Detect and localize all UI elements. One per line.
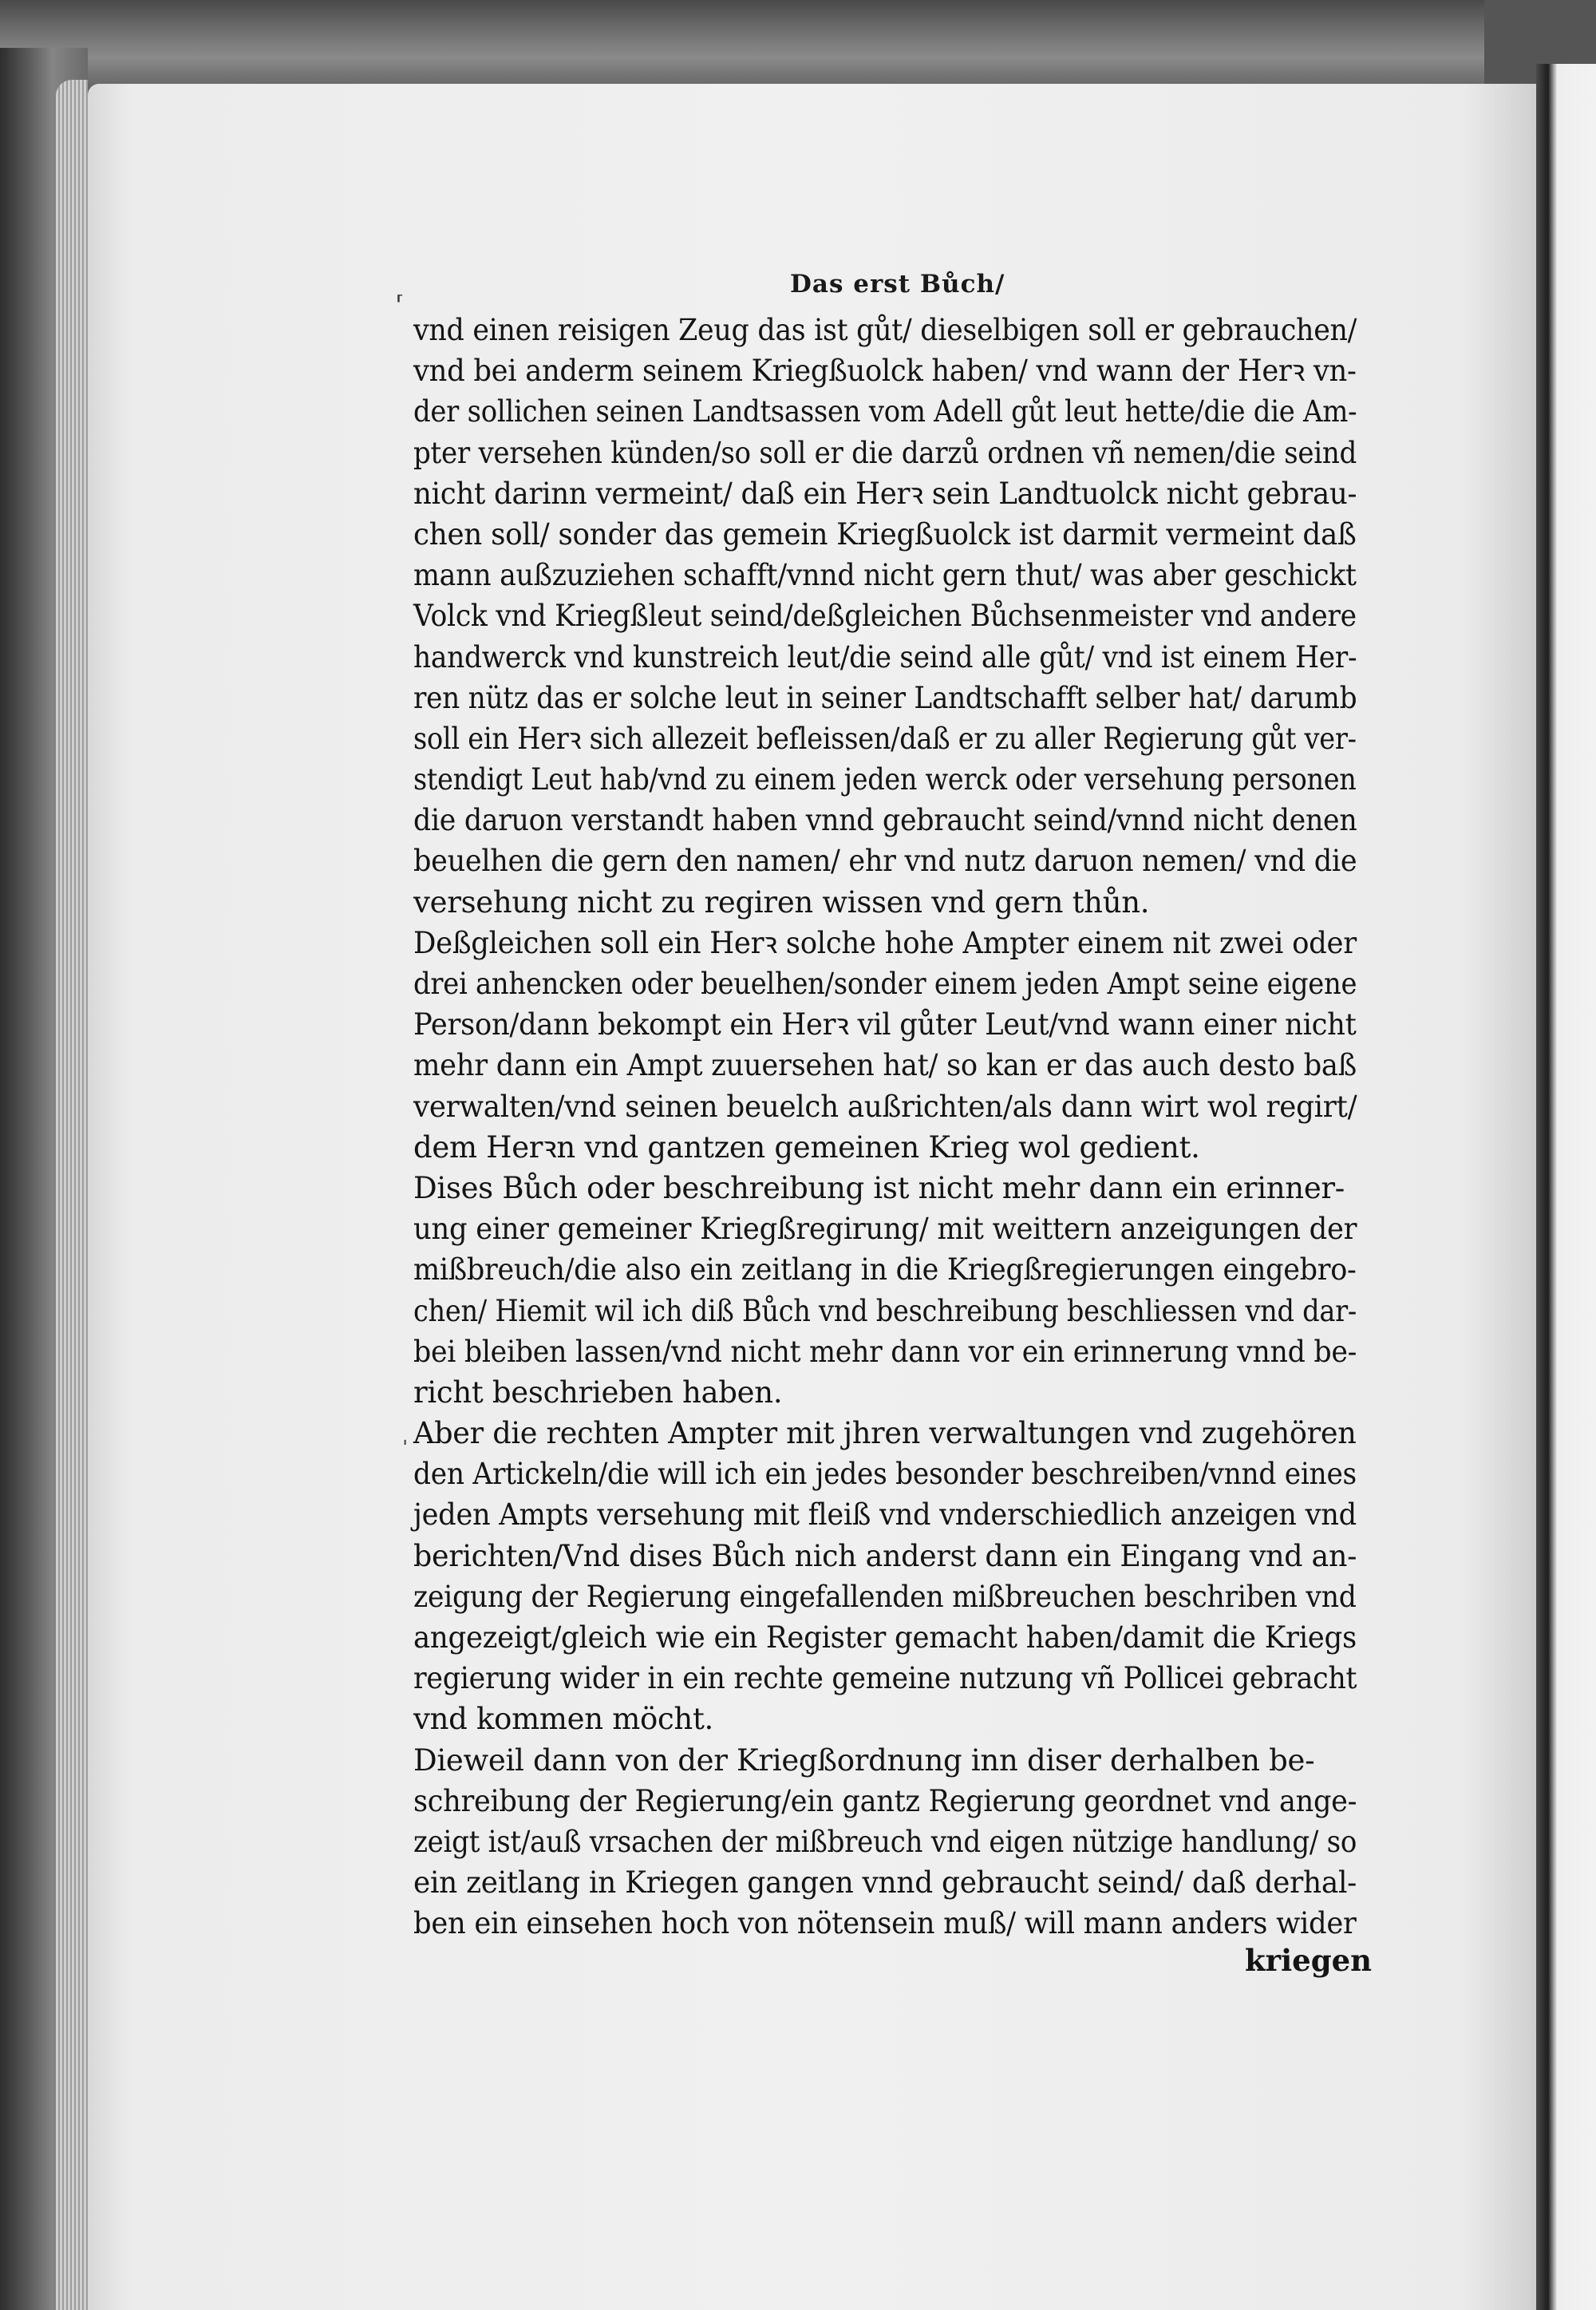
text-line: vnd einen reisigen Zeug das ist gůt/ dieselbigen soll er gebrauchen/ [413, 313, 1357, 347]
text-line: versehung nicht zu regiren wissen vnd gern thůn. [413, 884, 1150, 920]
text-line: ein zeitlang in Kriegen gangen vnnd gebraucht seind/ daß derhal- [413, 1865, 1357, 1901]
body-text [413, 310, 1357, 1944]
text-line: ren nütz das er solche leut in seiner Landtschafft selber hat/ darumb [413, 680, 1357, 715]
text-line: mehr dann ein Ampt zuuersehen hat/ so kan er das auch desto baß [413, 1048, 1357, 1083]
text-line: die daruon verstandt haben vnnd gebraucht seind/vnnd nicht denen [413, 803, 1357, 838]
text-line: nicht darinn vermeint/ daß ein Herꝛ sein Landtuolck nicht gebrau- [413, 476, 1357, 511]
text-line: handwerck vnd kunstreich leut/die seind alle gůt/ vnd ist einem Her- [413, 639, 1357, 674]
text-line: ung einer gemeiner Kriegßregirung/ mit weittern anzeigungen der [413, 1212, 1357, 1247]
text-line: mann außzuziehen schafft/vnnd nicht gern thut/ was aber geschickt [413, 558, 1357, 593]
text-line: schreibung der Regierung/ein gantz Regierung geordnet vnd ange- [413, 1783, 1357, 1818]
catchword: kriegen [1245, 1943, 1373, 1978]
text-line: Volck vnd Kriegßleut seind/deßgleichen Bůchsenmeister vnd andere [413, 599, 1357, 634]
text-line: beuelhen die gern den namen/ ehr vnd nutz daruon nemen/ vnd die [413, 844, 1357, 879]
running-head: Das erst Bůch/ [790, 270, 1005, 299]
text-line: chen/ Hiemit wil ich diß Bůch vnd beschreibung beschliessen vnd dar- [413, 1293, 1357, 1328]
text-line: Person/dann bekompt ein Herꝛ vil gůter Leut/vnd wann einer nicht [413, 1007, 1357, 1042]
text-line: stendigt Leut hab/vnd zu einem jeden werck oder versehung personen [413, 762, 1357, 797]
text-line: regierung wider in ein rechte gemeine nutzung vñ Pollicei gebracht [413, 1661, 1357, 1696]
text-line: berichten/Vnd dises Bůch nich anderst dann ein Eingang vnd an- [413, 1538, 1357, 1573]
text-line: chen soll/ sonder das gemein Kriegßuolck ist darmit vermeint daß [413, 516, 1357, 552]
text-line: soll ein Herꝛ sich allezeit befleissen/daß er zu aller Regierung gůt ver- [413, 721, 1357, 756]
text-line: vnd bei anderm seinem Kriegßuolck haben/ vnd wann der Herꝛ vn- [413, 354, 1357, 389]
text-line: jeden Ampts versehung mit fleiß vnd vnderschiedlich anzeigen vnd [413, 1497, 1357, 1533]
text-line: angezeigt/gleich wie ein Register gemacht haben/damit die Kriegs [413, 1620, 1357, 1655]
text-line: Dises Bůch oder beschreibung ist nicht mehr dann ein erinner- [413, 1170, 1345, 1205]
text-line: bei bleiben lassen/vnd nicht mehr dann vor ein erinnerung vnnd be- [413, 1334, 1357, 1369]
text-line: vnd kommen möcht. [413, 1702, 713, 1737]
margin-mark: ⸢ [396, 292, 405, 316]
text-line: den Artickeln/die will ich ein jedes besonder beschreiben/vnnd eines [413, 1457, 1357, 1492]
text-line: ben ein einsehen hoch von nötensein muß/ will mann anders wider [413, 1906, 1357, 1941]
text-line: der sollichen seinen Landtsassen vom Adell gůt leut hette/die die Am- [413, 394, 1357, 429]
book-binding-top [0, 0, 1484, 96]
text-line: Aber die rechten Ampter mit jhren verwaltungen vnd zugehören [413, 1416, 1357, 1451]
text-line: dem Herꝛn vnd gantzen gemeinen Krieg wol gedient. [413, 1129, 1200, 1165]
text-line: zeigt ist/auß vrsachen der mißbreuch vnd eigen nützige handlung/ so [413, 1824, 1357, 1859]
text-line: verwalten/vnd seinen beuelch außrichten/als dann wirt wol regirt/ [413, 1089, 1357, 1124]
text-line: mißbreuch/die also ein zeitlang in die Kriegßregierungen eingebro- [413, 1252, 1357, 1288]
text-line: zeigung der Regierung eingefallenden mißbreuchen beschriben vnd [413, 1579, 1357, 1614]
text-line: drei anhencken oder beuelhen/sonder einem jeden Ampt seine eigene [413, 967, 1357, 1001]
text-line: Deßgleichen soll ein Herꝛ solche hohe Ampter einem nit zwei oder [413, 925, 1357, 960]
text-line: richt beschrieben haben. [413, 1375, 783, 1410]
facing-page-edge [1536, 64, 1596, 2310]
page-edges [56, 80, 88, 2310]
margin-mark: ˌ [402, 1424, 409, 1448]
text-line: Dieweil dann von der Kriegßordnung inn diser derhalben be- [413, 1742, 1315, 1778]
text-line: pter versehen künden/so soll er die darzů ordnen vñ nemen/die seind [413, 435, 1357, 470]
